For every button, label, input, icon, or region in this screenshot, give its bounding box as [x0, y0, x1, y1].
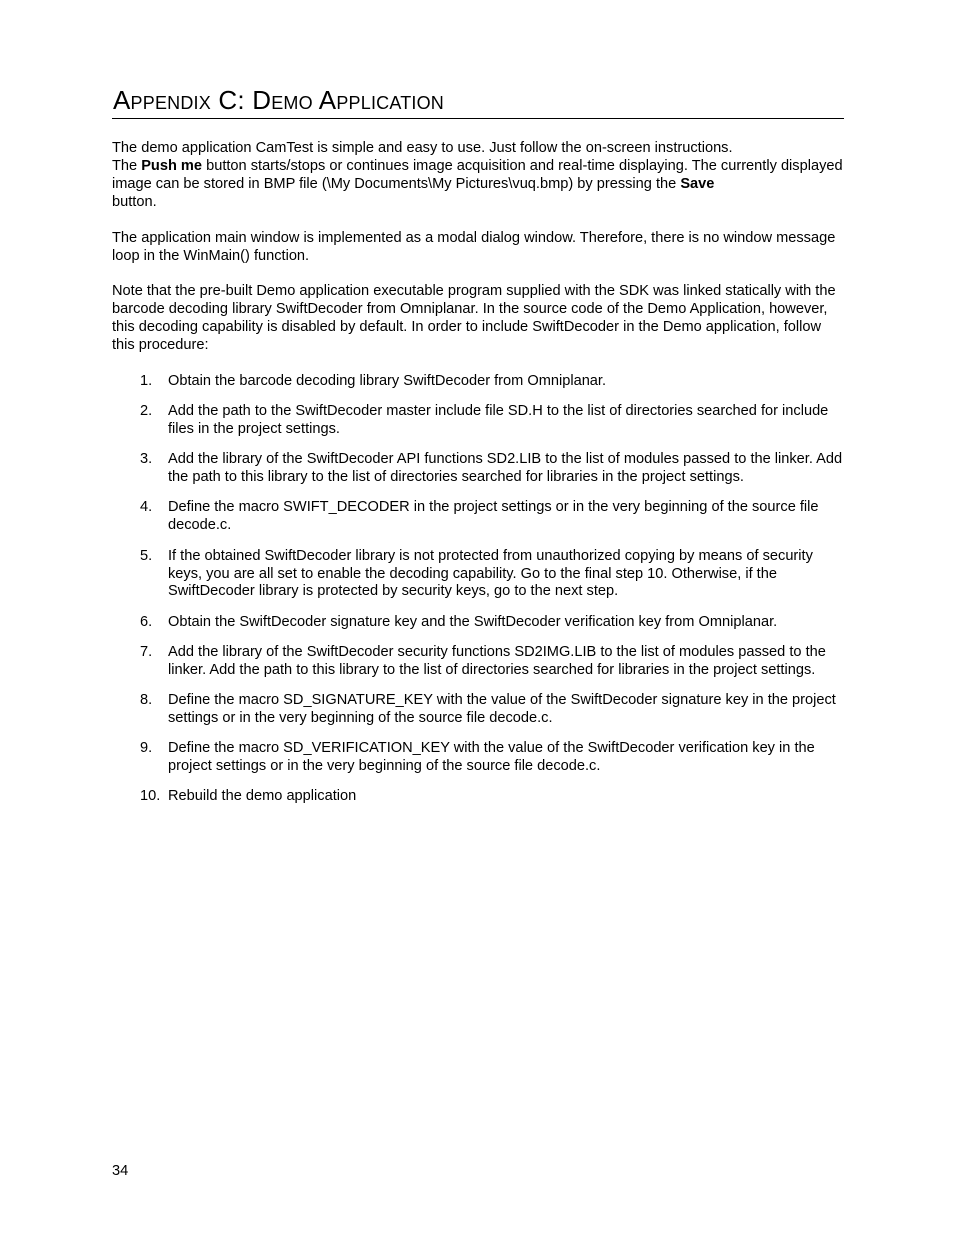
step-text: Add the library of the SwiftDecoder security functions SD2IMG.LIB to the list of modules passed to the linker. Add the path to this library to the list of directories searched for libraries in the project settings.: [168, 643, 826, 678]
page-title: Appendix C: Demo Application: [112, 84, 844, 119]
list-item: [112, 740, 844, 776]
intro-text-b: button starts/stops or continues image acquisition and real-time displaying. The currently displayed image can be stored in BMP file (\My Documents\My Pictures\vuq.bmp) by pressing the: [112, 157, 843, 192]
intro-line-1: The demo application CamTest is simple and easy to use. Just follow the on-screen instructions.: [112, 140, 733, 156]
page-number: 34: [112, 1163, 129, 1179]
step-text: Obtain the barcode decoding library SwiftDecoder from Omniplanar.: [168, 373, 607, 390]
step-text: Obtain the SwiftDecoder signature key and the SwiftDecoder verification key from Omniplanar.: [168, 613, 778, 630]
list-item: [112, 614, 844, 632]
procedure-steps: [112, 373, 844, 806]
list-item: [112, 451, 844, 487]
step-number: 7.: [140, 643, 153, 660]
list-item: [112, 644, 844, 680]
list-item: [112, 548, 844, 602]
intro-paragraph: [112, 140, 844, 212]
step-number: 4.: [140, 499, 153, 516]
list-item: [112, 373, 844, 391]
step-text: Rebuild the demo application: [168, 788, 357, 805]
step-text: Define the macro SWIFT_DECODER in the project settings or in the very beginning of the source file decode.c.: [168, 499, 819, 534]
step-text: Define the macro SD_VERIFICATION_KEY with the value of the SwiftDecoder verification key in the project settings or in the very beginning of the source file decode.c.: [168, 740, 815, 774]
step-text: If the obtained SwiftDecoder library is not protected from unauthorized copying by means of security keys, you are all set to enable the decoding capability. Go to the final step 10. Otherwise, if the SwiftDecoder library is protected by security keys, go to the next step.: [168, 547, 813, 600]
list-item: [112, 788, 844, 806]
step-number: 6.: [140, 613, 153, 630]
step-number: 10.: [140, 788, 161, 805]
step-number: 5.: [140, 547, 153, 564]
step-number: 9.: [140, 740, 153, 757]
document-page: [112, 84, 844, 818]
intro-text-c: button.: [112, 193, 157, 210]
step-number: 1.: [140, 373, 153, 390]
step-text: Add the library of the SwiftDecoder API functions SD2.LIB to the list of modules passed to the linker. Add the path to this library to the list of directories searched for libraries in the project settings.: [168, 451, 843, 486]
step-number: 3.: [140, 451, 153, 468]
modal-dialog-paragraph: The application main window is implemented as a modal dialog window. Therefore, there is no window message loop in the WinMain() function.: [112, 229, 836, 264]
step-text: Define the macro SD_SIGNATURE_KEY with the value of the SwiftDecoder signature key in the project settings or in the very beginning of the source file decode.c.: [168, 691, 836, 726]
save-label: Save: [680, 175, 715, 192]
list-item: [112, 499, 844, 535]
step-number: 8.: [140, 691, 153, 708]
swiftdecoder-paragraph: Note that the pre-built Demo application executable program supplied with the SDK was linked statically with the barcode decoding library SwiftDecoder from Omniplanar. In the source code of the Demo Application, however, this decoding capability is disabled by default. In order to include SwiftDecoder in the Demo application, follow this procedure:: [112, 283, 836, 354]
push-me-label: Push me: [141, 157, 203, 174]
intro-text-a: The: [112, 157, 142, 174]
step-text: Add the path to the SwiftDecoder master include file SD.H to the list of directories searched for include files in the project settings.: [168, 403, 829, 438]
step-number: 2.: [140, 403, 153, 420]
list-item: [112, 403, 844, 439]
list-item: [112, 692, 844, 728]
